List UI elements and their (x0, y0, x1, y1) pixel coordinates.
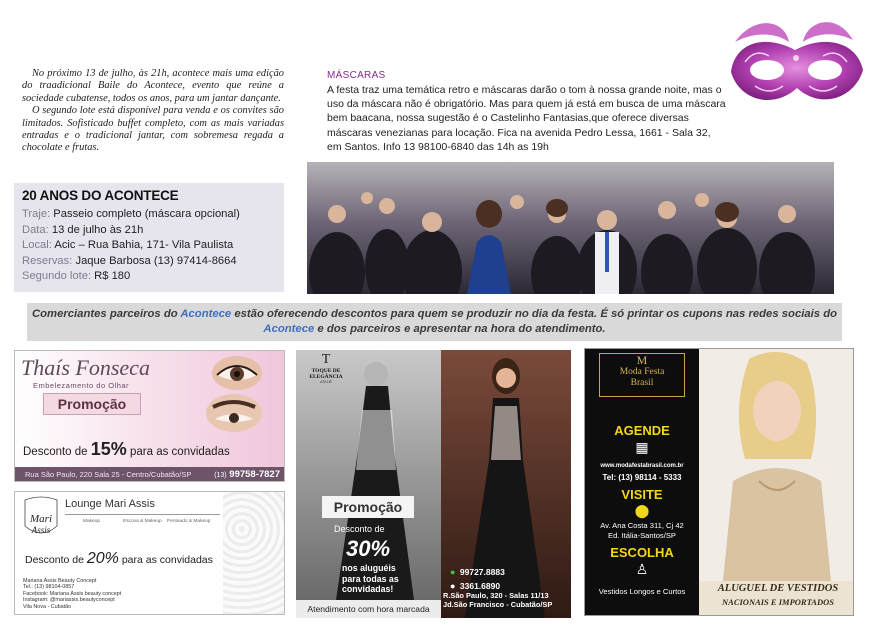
ad-mari-discount (25, 550, 213, 568)
whatsapp-icon: ● (450, 567, 456, 577)
discount-post: para as convidadas (126, 446, 230, 458)
ad-toque-percent: 30% (346, 536, 391, 561)
event-title: 20 ANOS DO ACONTECE (22, 188, 179, 203)
ad-moda-site: www.modafestabrasil.com.br (600, 463, 684, 469)
intro-paragraph-1: No próximo 13 de julho, às 21h, acontece mais uma edição do traadicional Baile do Acontece, evento que reúne a sociedade cubatense, todos os anos, para um jantar dançante. (22, 68, 284, 104)
ad-moda-addr2: Ed. Itália-Santos/SP (608, 531, 676, 540)
ad-toque-promo: Promoção (322, 496, 414, 518)
event-value: Jaque Barbosa (13) 97414-8664 (75, 254, 237, 267)
event-label: Segundo lote: (22, 270, 92, 283)
toque-logo-line: ATELIÊ (320, 380, 332, 384)
intro-paragraph-2: O segundo lote está disponível para venda e os convites são limitados. Sofisticado buffet completo, com as mais variadas entradas e o tradicional jantar, com sobremesa regada a chocolate e frutas. (22, 105, 284, 154)
event-value: Passeio completo (máscara opcional) (53, 208, 240, 220)
ad-thais-fonseca (14, 350, 285, 482)
moda-logo-line: Brasil (630, 378, 654, 388)
moda-logo-letter: M (636, 353, 648, 367)
toque-logo-line: ELEGÂNCIA (309, 374, 343, 380)
ad-thais-name: Thaís Fonseca (21, 355, 150, 380)
ad-thais-address: Rua São Paulo, 220 Sala 25 - Centro/Cubatão/SP (25, 470, 192, 479)
intro-article (22, 68, 284, 155)
mascaras-body: A festa traz uma temática retro e máscaras darão o tom à nossa grande noite, mas o uso da máscara não é obrigatório. Mas para quem já está em busca de uma máscara bem baacana, nossa sugestão é o Castelinho Fantasias,que oferece diversas máscaras venezianas para locação. Fica na avenida Pedro Lessa, 1661 - Sala 32, em Santos. Info 13 98100-6840 das 14h as 19h (327, 84, 726, 153)
ad-moda-visite: VISITE (621, 487, 663, 502)
event-value: R$ 180 (94, 270, 131, 283)
info-line: Vila Nova - Cubatão (23, 603, 72, 610)
discount-post: para as convidadas (118, 554, 213, 566)
event-row-local (22, 238, 276, 254)
calendar-icon: ▦ (635, 439, 649, 455)
event-row-lote (22, 269, 276, 285)
event-label: Traje: (22, 208, 51, 220)
dress-icon: ♙ (635, 561, 649, 577)
info-line: Mariana Assis Beauty Concept (23, 578, 97, 584)
ad-moda-aluguel: ALUGUEL DE VESTIDOS (717, 583, 839, 594)
toque-logo-letter: T (321, 352, 331, 367)
moda-logo-line: Moda Festa (619, 367, 665, 377)
address-line: R.São Paulo, 320 - Salas 11/13 (443, 591, 549, 600)
discount-pre: Desconto de (25, 554, 87, 566)
ad-moda-addr1: Av. Ana Costa 311, Cj 42 (600, 521, 684, 530)
event-row-traje (22, 207, 276, 223)
toque-logo-line: TOQUE DE (311, 368, 341, 374)
svg-text:Mari: Mari (30, 513, 52, 525)
ad-thais-phone-wrap (214, 467, 280, 482)
ad-thais-phone-prefix: (13) (214, 472, 227, 479)
ad-toque-appointment: Atendimento com hora marcada (296, 600, 441, 618)
info-line: Instagram: @mariassis.beautyconcept (23, 597, 115, 604)
partners-banner (27, 303, 842, 341)
ad-toque-desc1: Desconto de (334, 524, 385, 534)
banner-text: Comerciantes parceiros do (31, 308, 181, 320)
ad-toque-phone1: 99727.8883 (459, 567, 505, 577)
banner-text: e dos parceiros e apresentar na hora do atendimento. (314, 323, 606, 335)
svg-text:Assis: Assis (31, 525, 51, 535)
phone-icon: ● (450, 581, 456, 591)
info-line: Facebook: Mariana Assis beauty concept (23, 590, 122, 597)
info-line: Tel.: (13) 98104-0857 (23, 584, 75, 591)
ad-toque-phone2: 3361.6890 (459, 581, 501, 591)
event-value: Acic – Rua Bahia, 171- Vila Paulista (54, 239, 234, 252)
ad-thais-discount (23, 439, 230, 460)
event-row-reservas (22, 254, 276, 270)
ad-thais-promo: Promoção (43, 393, 141, 415)
carnival-mask-icon (725, 12, 867, 114)
ad-moda-aluguel-sub: NACIONAIS E IMPORTADOS (722, 597, 834, 607)
moda-logo (599, 353, 685, 397)
banner-brand: Acontece (180, 308, 232, 320)
event-info-box (14, 183, 284, 292)
ad-thais-footer (15, 467, 285, 482)
ad-moda-escolha: ESCOLHA (610, 545, 674, 560)
ad-mari-assis (14, 491, 285, 615)
ad-moda-agende: AGENDE (614, 423, 670, 438)
discount-percent: 20% (86, 550, 119, 567)
ad-toque-address (443, 591, 552, 609)
ad-thais-subtitle: Embelezamento do Olhar (33, 381, 130, 390)
ad-toque-elegancia (296, 350, 571, 618)
ad-mari-service: Escova & Makeup (123, 519, 162, 524)
event-row-data (22, 223, 276, 239)
event-value: 13 de julho às 21h (51, 223, 144, 236)
eye-photo-icon (211, 355, 263, 391)
mascaras-heading: MÁSCARAS (327, 70, 386, 81)
party-photo (307, 162, 834, 294)
banner-text: estão oferecendo descontos para quem se produzir no dia da festa. É só printar os cupons nas redes sociais do (231, 308, 838, 320)
ad-mari-info (23, 578, 121, 610)
ad-moda-vestidos: Vestidos Longos e Curtos (598, 587, 686, 596)
discount-percent: 15% (90, 439, 127, 459)
address-line: Jd.São Francisco - Cubatão/SP (443, 600, 553, 609)
floral-pattern (223, 492, 285, 615)
banner-brand: Acontece (263, 323, 315, 335)
event-label: Local: (22, 239, 52, 252)
ad-toque-desc2: nos aluguéis para todas as convidadas! (342, 563, 399, 594)
event-label: Data: (22, 223, 49, 236)
mari-assis-logo (21, 496, 61, 544)
ad-moda-festa-brasil (584, 348, 854, 616)
ad-thais-phone: 99758-7827 (229, 469, 280, 480)
ad-mari-title: Lounge Mari Assis (65, 498, 155, 510)
divider (65, 514, 220, 515)
brow-photo-icon (205, 393, 263, 433)
ad-mari-service: Makeup (83, 519, 101, 524)
ad-moda-tel: Tel: (13) 98114 - 5333 (602, 473, 682, 482)
model-photo (699, 349, 854, 581)
toque-logo (306, 352, 346, 384)
location-pin-icon: ⬤ (634, 503, 650, 518)
event-label: Reservas: (22, 254, 73, 267)
discount-pre: Desconto de (23, 446, 91, 458)
ad-mari-service: Penteado & Makeup (167, 519, 211, 524)
